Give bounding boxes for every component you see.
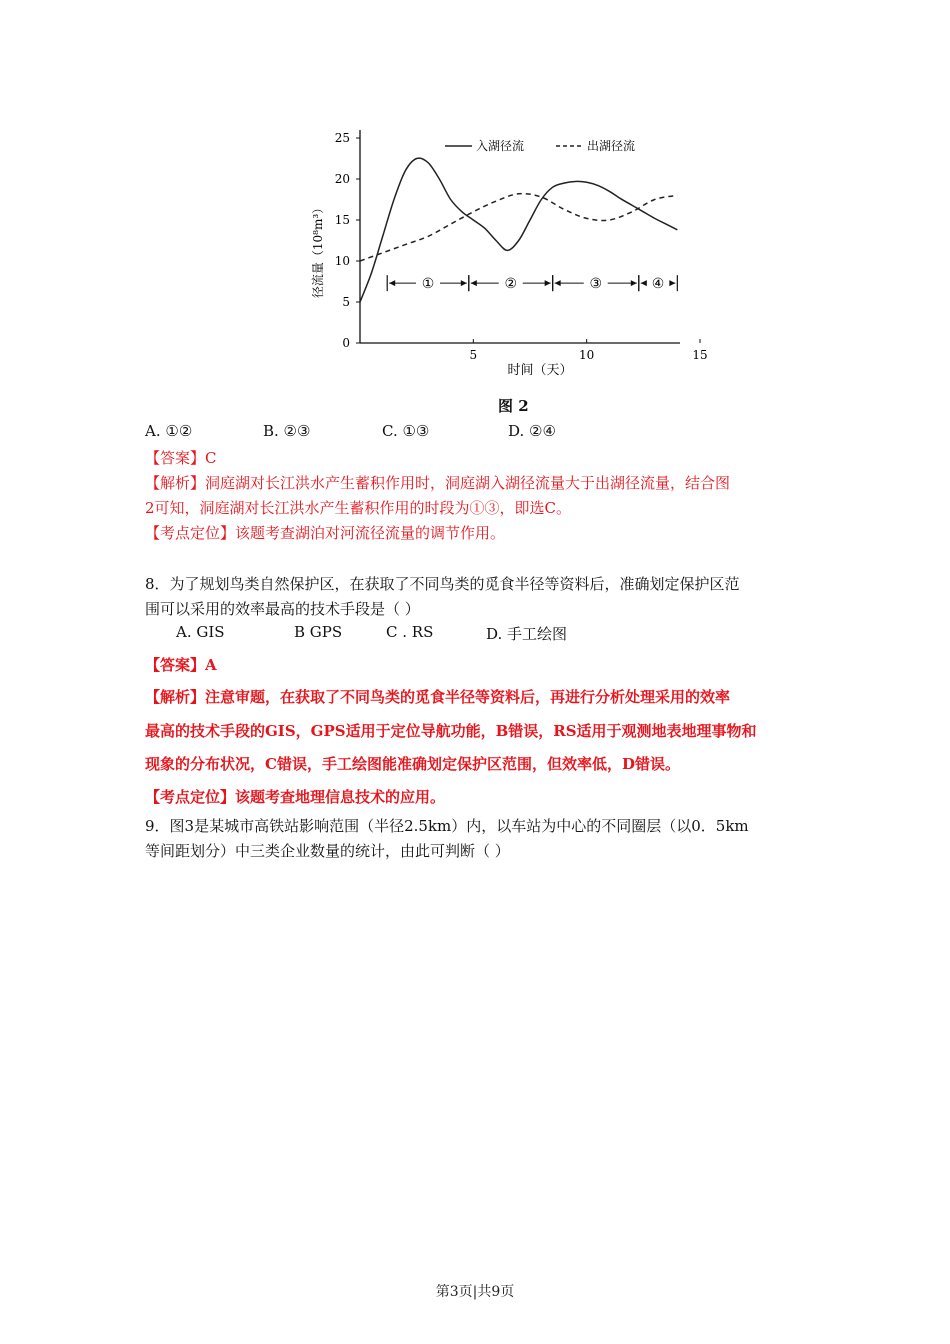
q8-analysis-line1: 【解析】注意审题，在获取了不同鸟类的觅食半径等资料后，再进行分析处理采用的效率	[145, 688, 731, 706]
q7-option-c: C. ①③	[382, 422, 430, 440]
period-arrowhead-left	[471, 280, 477, 286]
q7-answer: 【答案】C	[145, 449, 217, 467]
q9-stem-line1: 9．图3是某城市高铁站影响范围（半径2.5km）内，以车站为中心的不同圈层（以0．5km	[145, 817, 749, 835]
q8-option-b: B GPS	[294, 623, 343, 641]
q8-stem-line1: 8．为了规划鸟类自然保护区，在获取了不同鸟类的觅食半径等资料后，准确划定保护区范	[145, 575, 740, 593]
y-axis-label: 径流量（10⁸m³）	[311, 201, 325, 299]
y-tick-label: 0	[342, 336, 350, 350]
q8-stem-line2: 围可以采用的效率最高的技术手段是（ ）	[145, 600, 420, 618]
q8-point: 【考点定位】该题考查地理信息技术的应用。	[145, 788, 446, 806]
period-arrowhead-left	[389, 280, 395, 286]
chart-legend	[445, 138, 635, 153]
q7-option-b: B. ②③	[263, 422, 311, 440]
y-tick-label: 25	[334, 131, 350, 145]
y-tick-label: 5	[342, 295, 350, 309]
figure-caption: 图 2	[498, 397, 529, 415]
period-label-1: ①	[421, 276, 435, 293]
legend-inflow-label: 入湖径流	[476, 139, 525, 153]
period-arrowhead-right	[545, 280, 551, 286]
period-label-3: ③	[589, 276, 603, 293]
chart-periods	[387, 275, 677, 292]
chart-series	[360, 158, 677, 302]
q8-option-d: D. 手工绘图	[486, 625, 568, 643]
period-label-4: ④	[651, 276, 665, 293]
page-footer: 第3页|共9页	[435, 1284, 515, 1300]
q8-analysis-line2: 最高的技术手段的GIS，GPS适用于定位导航功能，B错误，RS适用于观测地表地理事物和	[145, 722, 757, 740]
q7-point: 【考点定位】该题考查湖泊对河流径流量的调节作用。	[145, 524, 506, 542]
period-arrowhead-left	[641, 280, 647, 286]
x-tick-label: 10	[579, 348, 595, 362]
x-axis-label: 时间（天）	[507, 363, 573, 378]
q7-option-a: A. ①②	[145, 422, 193, 440]
y-tick-label: 10	[334, 254, 350, 268]
legend-outflow-label: 出湖径流	[587, 139, 636, 153]
q8-answer: 【答案】A	[145, 656, 217, 674]
q8-option-a: A. GIS	[176, 623, 225, 641]
q8-analysis-line3: 现象的分布状况，C错误，手工绘图能准确划定保护区范围，但效率低，D错误。	[145, 755, 680, 773]
chart-ticks	[335, 131, 708, 362]
y-tick-label: 20	[334, 172, 350, 186]
q8-option-c: C . RS	[386, 623, 434, 641]
period-label-2: ②	[504, 276, 518, 293]
x-tick-label: 5	[469, 348, 478, 362]
runoff-line-chart	[300, 118, 740, 388]
period-arrowhead-right	[631, 280, 637, 286]
x-tick-label: 15	[692, 348, 708, 362]
period-arrowhead-left	[555, 280, 561, 286]
q7-option-d: D. ②④	[508, 422, 556, 440]
q9-stem-line2: 等间距划分）中三类企业数量的统计，由此可判断（ ）	[145, 842, 510, 860]
chart-axes	[360, 130, 680, 343]
period-arrowhead-right	[669, 280, 675, 286]
y-tick-label: 15	[334, 213, 350, 227]
period-arrowhead-right	[461, 280, 467, 286]
q7-analysis-line2: 2可知，洞庭湖对长江洪水产生蓄积作用的时段为①③，即选C。	[145, 499, 572, 517]
q7-analysis-line1: 【解析】洞庭湖对长江洪水产生蓄积作用时，洞庭湖入湖径流量大于出湖径流量，结合图	[145, 474, 731, 492]
inflow-series-line	[360, 158, 677, 302]
